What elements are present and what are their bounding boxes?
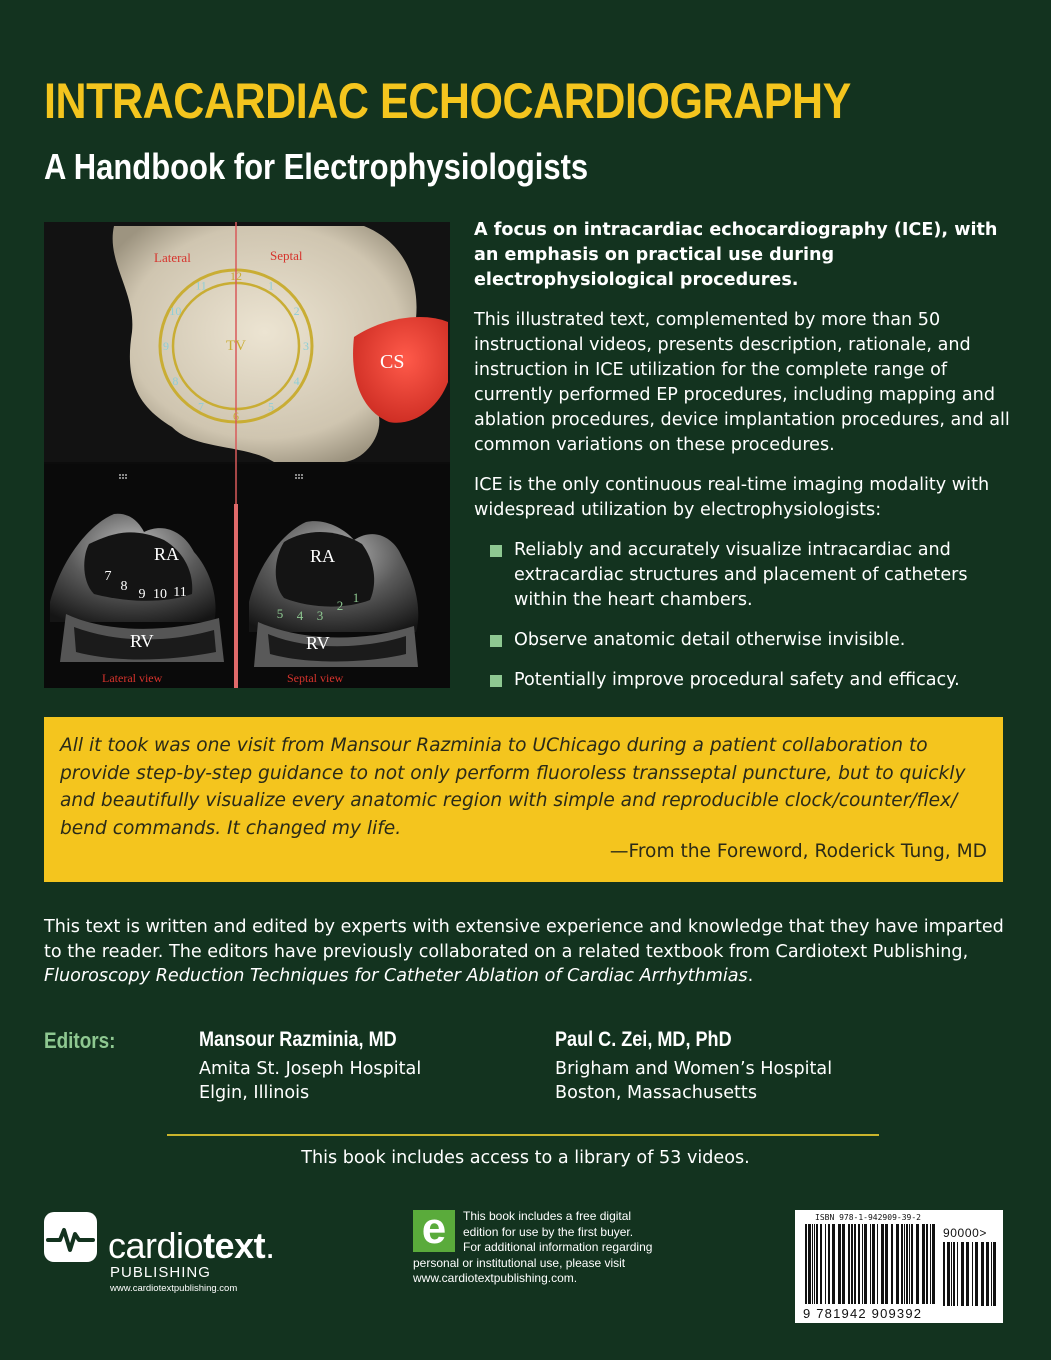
about-text: This text is written and edited by experts with extensive experience and knowledge that they have imparted to the reader. The editors have previously collaborated on a related textbook from Cardiotext Publishing, <box>44 917 1004 962</box>
book-subtitle: A Handbook for Electrophysiologists <box>44 146 589 187</box>
brand-publishing: PUBLISHING <box>110 1264 211 1281</box>
echo-figure-graphic <box>44 222 450 688</box>
barcode-bar <box>870 1224 871 1304</box>
barcode-bar <box>862 1224 863 1304</box>
brand-bold: text <box>203 1225 266 1266</box>
barcode-bar <box>838 1224 841 1304</box>
digital-edition-note <box>413 1209 698 1287</box>
description-column <box>474 218 1019 708</box>
description-paragraph-2: ICE is the only continuous real-time imaging modality with widespread utilization by electrophysiologists: <box>474 475 990 520</box>
echo-figure <box>44 222 450 688</box>
barcode-bar <box>816 1224 818 1304</box>
foreword-quote-box <box>44 717 1003 882</box>
barcode-bar <box>961 1242 964 1306</box>
barcode-bar <box>885 1224 888 1304</box>
barcode-bar <box>814 1224 815 1304</box>
barcode-bar <box>991 1242 992 1306</box>
editor-location: Boston, Massachusetts <box>555 1083 758 1103</box>
left-ra-label: RA <box>154 544 180 564</box>
barcode-bar <box>896 1224 899 1304</box>
publisher-url[interactable]: www.cardiotextpublishing.com <box>110 1283 238 1294</box>
divider-line <box>167 1134 879 1136</box>
barcode-addon: 90000> <box>943 1226 987 1240</box>
about-paragraph <box>44 915 1004 989</box>
bullet-square-icon <box>490 545 502 557</box>
barcode-bar <box>986 1242 989 1306</box>
tv-label: TV <box>226 338 246 354</box>
editor-name: Paul C. Zei, MD, PhD <box>555 1028 732 1051</box>
right-position-number: 1 <box>352 590 360 605</box>
right-position-number: 3 <box>316 608 324 623</box>
cardiotext-logo <box>44 1210 314 1300</box>
barcode-bar <box>951 1242 952 1306</box>
clock-number: 6 <box>233 409 239 423</box>
barcode-bar <box>828 1224 830 1304</box>
description-paragraph-1: This illustrated text, complemented by more than 50 instructional videos, presents description, rationale, and instruction in ICE utilization for the complete range of currently performed EP procedures, including mapping and ablation procedures, device implantation procedures, and all common variations on these procedures. <box>474 310 1010 455</box>
barcode-bar <box>911 1224 913 1304</box>
barcode-bar <box>812 1224 813 1304</box>
quote-text: All it took was one visit from Mansour Razminia to UChicago during a patient collaboration to provide step-by-step guidance to not only perform fluoroless transseptal puncture, but to quickly and beautifully visualize every anatomic region with simple and reproducible clock/counter/flex/ bend commands. It changed my life. <box>60 735 966 839</box>
barcode-bar <box>891 1224 893 1304</box>
clock-number: 1 <box>268 278 274 293</box>
barcode-bar <box>981 1242 984 1306</box>
ebook-badge-letter: e <box>421 1204 447 1253</box>
benefit-text: Observe anatomic detail otherwise invisible. <box>514 630 906 650</box>
barcode-bar <box>909 1224 910 1304</box>
barcode-bar <box>916 1224 919 1304</box>
right-position-number: 2 <box>336 598 344 613</box>
barcode-bar <box>904 1224 905 1304</box>
clock-number: 7 <box>198 399 204 414</box>
editor-location: Elgin, Illinois <box>199 1083 310 1103</box>
editor-affiliation: Amita St. Joseph Hospital <box>199 1058 422 1079</box>
left-position-number: 11 <box>173 585 187 600</box>
right-position-number: 4 <box>296 608 304 623</box>
barcode-bar <box>943 1242 945 1306</box>
quote-attribution: —From the Foreword, Roderick Tung, MD <box>609 841 987 862</box>
brand-wordmark <box>108 1226 275 1266</box>
edition-line: For additional information regarding <box>463 1240 653 1254</box>
barcode-bar <box>842 1224 845 1304</box>
benefit-list <box>474 538 1019 693</box>
heart-pulse-icon <box>44 1212 97 1262</box>
brand-dot: . <box>265 1225 275 1266</box>
barcode-bar <box>922 1224 925 1304</box>
videos-note: This book includes access to a library of 53 videos. <box>301 1148 750 1168</box>
edition-line: edition for use by the first buyer. <box>463 1224 634 1239</box>
barcode-bar <box>953 1242 955 1306</box>
barcode-bar <box>906 1224 908 1304</box>
left-position-number: 10 <box>153 587 167 602</box>
benefit-item <box>490 668 1019 693</box>
left-position-number: 7 <box>104 569 112 584</box>
bullet-square-icon <box>490 675 502 687</box>
clock-number: 11 <box>195 278 207 293</box>
barcode-bar <box>851 1224 853 1304</box>
barcode-bar <box>930 1224 931 1304</box>
editor-name: Mansour Razminia, MD <box>199 1028 397 1051</box>
barcode-digits: 9 781942 909392 <box>803 1306 923 1321</box>
edition-line: This book includes a free digital <box>463 1209 632 1223</box>
right-ra-label: RA <box>310 546 336 566</box>
clock-number: 9 <box>163 339 169 353</box>
left-position-number: 8 <box>120 579 128 594</box>
barcode-bar <box>947 1242 950 1306</box>
brand-light: cardio <box>108 1225 204 1266</box>
left-position-number: 9 <box>138 587 146 602</box>
clock-number: 12 <box>230 269 242 283</box>
barcode-bar <box>825 1224 826 1304</box>
barcode-bar <box>957 1242 958 1306</box>
barcode-bar <box>820 1224 822 1304</box>
isbn-label: ISBN 978-1-942909-39-2 <box>815 1213 921 1222</box>
barcode-bar <box>972 1242 973 1306</box>
right-rv-label: RV <box>306 633 330 653</box>
right-position-number: 5 <box>276 606 284 621</box>
barcode-bar <box>808 1224 811 1304</box>
clock-number: 4 <box>293 374 300 388</box>
barcode-bar <box>975 1242 978 1306</box>
barcode-bar <box>872 1224 875 1304</box>
clock-number: 8 <box>172 374 179 388</box>
barcode-bar <box>858 1224 860 1304</box>
barcode-bar <box>832 1224 835 1304</box>
barcode-bar <box>881 1224 884 1304</box>
editor-1 <box>199 1028 429 1106</box>
barcode-bar <box>932 1224 935 1304</box>
barcode-bar <box>926 1224 928 1304</box>
edition-url[interactable]: www.cardiotextpublishing.com. <box>413 1271 578 1285</box>
clock-number: 10 <box>169 304 182 318</box>
barcode-bar <box>966 1242 969 1306</box>
benefit-item <box>490 628 1019 653</box>
benefit-item <box>490 538 1019 613</box>
lead-paragraph: A focus on intracardiac echocardiography (ICE), with an emphasis on practical use during electrophysiological procedures. <box>474 220 998 290</box>
editor-affiliation: Brigham and Women’s Hospital <box>555 1058 833 1079</box>
isbn-barcode <box>795 1210 1003 1323</box>
edition-line: personal or institutional use, please visit <box>413 1255 626 1270</box>
barcode-bar <box>993 1242 996 1306</box>
barcode-bar <box>864 1224 867 1304</box>
clock-number: 5 <box>268 399 274 414</box>
septal-label: Septal <box>270 248 303 263</box>
editor-2 <box>555 1028 832 1106</box>
barcode-bar <box>877 1224 878 1304</box>
editors-label: Editors: <box>44 1028 116 1053</box>
barcode-bar <box>805 1224 807 1304</box>
septal-view-caption: Septal view <box>287 671 344 685</box>
book-title: INTRACARDIAC ECHOCARDIOGRAPHY <box>44 73 851 129</box>
lateral-view-caption: Lateral view <box>102 671 163 685</box>
lateral-label: Lateral <box>154 250 191 265</box>
clock-number: 3 <box>303 339 309 353</box>
left-rv-label: RV <box>130 631 154 651</box>
barcode-bar <box>901 1224 903 1304</box>
benefit-text: Potentially improve procedural safety and efficacy. <box>514 670 960 690</box>
barcode-bar <box>848 1224 850 1304</box>
bullet-square-icon <box>490 635 502 647</box>
barcode-bar <box>854 1224 856 1304</box>
clock-number: 2 <box>293 304 300 318</box>
benefit-text: Reliably and accurately visualize intracardiac and extracardiac structures and placement of catheters within the heart chambers. <box>514 540 968 610</box>
about-text-end: . <box>747 966 754 986</box>
cs-label: CS <box>380 351 405 373</box>
related-book-title: Fluoroscopy Reduction Techniques for Catheter Ablation of Cardiac Arrhythmias <box>44 966 748 986</box>
